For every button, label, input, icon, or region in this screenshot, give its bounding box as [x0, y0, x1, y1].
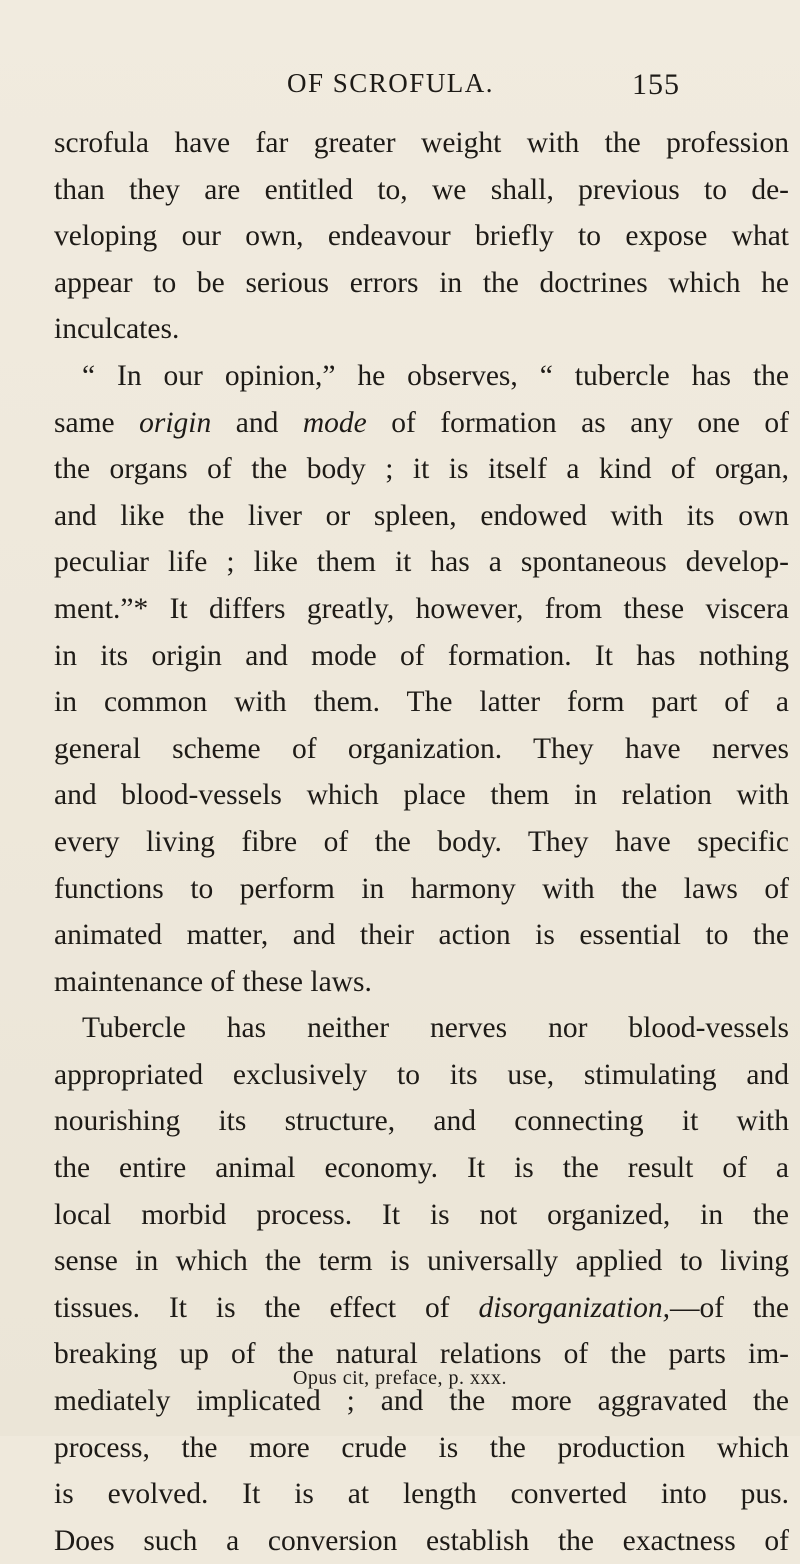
text-line: local morbid process. It is not organized, in the	[54, 1198, 789, 1231]
text-line: in common with them. The latter form part of a	[54, 686, 789, 719]
text-line: same origin and mode of formation as any one of	[54, 406, 789, 439]
page-header	[0, 68, 800, 108]
text-line: appropriated exclusively to its use, stimulating and	[54, 1058, 789, 1091]
text-line: and like the liver or spleen, endowed with its own	[54, 499, 789, 532]
text-line: in its origin and mode of formation. It has nothing	[54, 639, 789, 672]
text-line: scrofula have far greater weight with the profession	[54, 127, 789, 159]
text-line: appear to be serious errors in the doctrines which he	[54, 266, 789, 299]
text-line: than they are entitled to, we shall, previous to de-	[54, 173, 789, 206]
text-line: ment.”* It differs greatly, however, from these viscera	[54, 592, 789, 625]
text-line: “ In our opinion,” he observes, “ tubercle has the	[82, 359, 789, 392]
text-line: sense in which the term is universally applied to living	[54, 1245, 789, 1278]
page-number: 155	[632, 68, 680, 101]
text-line: maintenance of these laws.	[54, 965, 372, 998]
text-line: Does such a conversion establish the exactness of	[54, 1524, 789, 1557]
italic-word-disorganization: disorganization,	[478, 1291, 670, 1324]
text-line: functions to perform in harmony with the laws of	[54, 872, 789, 905]
text-line: peculiar life ; like them it has a spontaneous develop-	[54, 546, 789, 579]
text-line: general scheme of organization. They have nerves	[54, 732, 789, 765]
text-line: veloping our own, endeavour briefly to expose what	[54, 220, 789, 253]
text-line: inculcates.	[54, 313, 180, 346]
text-line: breaking up of the natural relations of the parts im-	[54, 1338, 789, 1371]
text-line: every living fibre of the body. They have specific	[54, 825, 789, 858]
text-line: nourishing its structure, and connecting it with	[54, 1105, 789, 1138]
text-line: tissues. It is the effect of disorganization,—of the	[54, 1291, 789, 1324]
text-line: the entire animal economy. It is the result of a	[54, 1152, 789, 1185]
text-line: mediately implicated ; and the more aggravated the	[54, 1385, 789, 1418]
text-line: is evolved. It is at length converted into pus.	[54, 1478, 789, 1511]
footnote: Opus cit, preface, p. xxx.	[292, 1367, 508, 1389]
text-line: animated matter, and their action is essential to the	[54, 919, 789, 952]
text-line: Tubercle has neither nerves nor blood-vessels	[82, 1012, 789, 1045]
text-line: and blood-vessels which place them in relation with	[54, 779, 789, 812]
italic-word-origin: origin	[139, 406, 212, 439]
running-title: OF SCROFULA.	[287, 68, 495, 98]
body-text	[54, 120, 789, 1564]
italic-word-mode: mode	[302, 406, 367, 439]
text-line: process, the more crude is the production which	[54, 1431, 789, 1464]
text-line: the organs of the body ; it is itself a kind of organ,	[54, 453, 789, 486]
